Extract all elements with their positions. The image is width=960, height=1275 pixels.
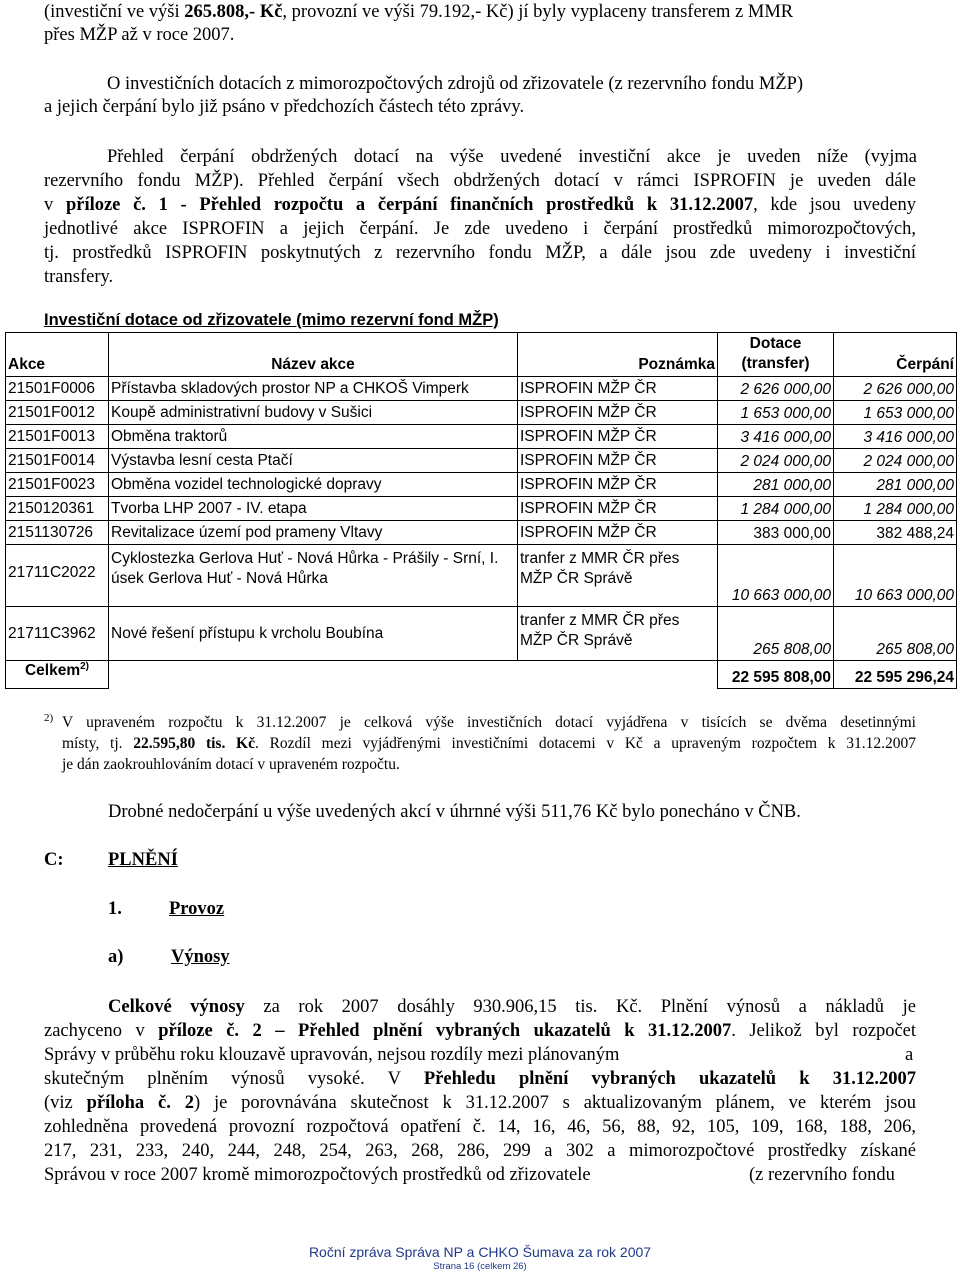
cell-poznamka: ISPROFIN MŽP ČR [518,497,718,521]
cell-dotace: 281 000,00 [718,473,834,497]
intro-line-1: (investiční ve výši 265.808,- Kč, provozní ve výši 79.192,- Kč) jí byly vyplaceny transferem z MMR [44,2,794,22]
vynosy-line-8: Správou v roce 2007 kromě mimorozpočtových prostředků od zřizovatele [44,1165,591,1185]
nedocerpani-text: Drobné nedočerpání u výše uvedených akcí v úhrnné výši 511,76 Kč bylo ponecháno v ČNB. [108,802,801,822]
cell-nazev: Revitalizace území pod prameny Vltavy [109,521,518,545]
subsection-title: Provoz [169,899,225,919]
cell-poznamka: tranfer z MMR ČR přes MŽP ČR Správě [518,545,718,607]
total-dotace: 22 595 808,00 [718,661,834,689]
vynosy-line-7: 217, 231, 233, 240, 244, 248, 254, 263, 268, 286, 299 a 302 a mimorozpočtové prostředky získané [44,1141,916,1161]
cell-dotace: 265 808,00 [718,607,834,661]
subsubsection-number: a) [108,947,124,967]
table-header-row [6,333,957,377]
footnote-marker: 2) [44,712,54,724]
total-cerpani: 22 595 296,24 [834,661,957,689]
cell-dotace: 2 626 000,00 [718,377,834,401]
cell-nazev: Výstavba lesní cesta Ptačí [109,449,518,473]
table-row [6,521,957,545]
vynosy-line-8-end: (z rezervního fondu [749,1165,895,1185]
footnote-line-2: místy, tj. 22.595,80 tis. Kč. Rozdíl mezi vyjádřenými investičními dotacemi v Kč a upraveným rozpočtem k 31.12.2007 [62,735,917,752]
vynosy-line-1: Celkové výnosy za rok 2007 dosáhly 930.906,15 tis. Kč. Plnění výnosů a nákladů je [108,997,916,1017]
cell-akce: 21501F0013 [6,425,109,449]
cell-nazev: Cyklostezka Gerlova Huť - Nová Hůrka - Prášily - Srní, I. úsek Gerlova Huť - Nová Hůrka [109,545,518,607]
para-mimorozpoctove-line-1: O investičních dotacích z mimorozpočtových zdrojů od zřizovatele (z rezervního fondu MŽP) [107,74,804,94]
cell-cerpani: 2 626 000,00 [834,377,957,401]
cell-nazev: Tvorba LHP 2007 - IV. etapa [109,497,518,521]
section-letter: C: [44,850,64,870]
cell-poznamka: ISPROFIN MŽP ČR [518,377,718,401]
header-dotace: Dotace (transfer) [718,333,834,377]
vynosy-line-3: Správy v průběhu roku klouzavě upravován, nejsou rozdíly mezi plánovaným [44,1045,620,1065]
cell-dotace: 1 284 000,00 [718,497,834,521]
table-row [6,473,957,497]
cell-cerpani: 3 416 000,00 [834,425,957,449]
para-prehled-line-5: tj. prostředků ISPROFIN poskytnutých z rezervního fondu MŽP, a dále jsou zde uvedeny i investiční [44,243,916,263]
table-row [6,607,957,661]
table-row [6,545,957,607]
intro-line-2: přes MŽP až v roce 2007. [44,25,235,45]
table-row [6,497,957,521]
cell-nazev: Obměna vozidel technologické dopravy [109,473,518,497]
footer-title: Roční zpráva Správa NP a CHKO Šumava za rok 2007 [308,1244,652,1260]
investment-table [5,332,957,689]
header-poznamka: Poznámka [518,333,718,377]
para-prehled-line-1: Přehled čerpání obdržených dotací na výše uvedené investiční akce je uveden níže (vyjma [107,147,917,167]
table-row [6,425,957,449]
cell-poznamka: ISPROFIN MŽP ČR [518,425,718,449]
cell-cerpani: 265 808,00 [834,607,957,661]
header-nazev: Název akce [109,333,518,377]
table-row [6,401,957,425]
section-title: PLNĚNÍ [108,850,178,870]
para-prehled-line-6: transfery. [44,267,114,287]
footnote-line-3: je dán zaokrouhlováním dotací v upraveném rozpočtu. [62,756,400,773]
cell-akce: 2150120361 [6,497,109,521]
cell-nazev: Koupě administrativní budovy v Sušici [109,401,518,425]
para-prehled-line-2: rezervního fondu MŽP). Přehled čerpání všech obdržených dotací v rámci ISPROFIN je uveden dále [44,171,916,191]
table-total-row [6,661,957,689]
cell-dotace: 383 000,00 [718,521,834,545]
vynosy-line-3-end: a [905,1045,914,1065]
cell-poznamka: tranfer z MMR ČR přes MŽP ČR Správě [518,607,718,661]
cell-akce: 21501F0014 [6,449,109,473]
cell-cerpani: 1 653 000,00 [834,401,957,425]
cell-poznamka: ISPROFIN MŽP ČR [518,473,718,497]
cell-dotace: 2 024 000,00 [718,449,834,473]
cell-dotace: 1 653 000,00 [718,401,834,425]
cell-nazev: Nové řešení přístupu k vrcholu Boubína [109,607,518,661]
para-prehled-line-4: jednotlivé akce ISPROFIN a jejich čerpání. Je zde uvedeno i čerpání prostředků mimorozpočtových, [44,219,916,239]
cell-cerpani: 382 488,24 [834,521,957,545]
cell-nazev: Obměna traktorů [109,425,518,449]
total-label: Celkem$^{2)}$ [6,661,109,689]
table-row [6,377,957,401]
vynosy-line-5: (viz příloha č. 2) je porovnávána skutečnost k 31.12.2007 s aktualizovaným plánem, ve kterém jsou [44,1093,916,1113]
cell-akce: 21711C3962 [6,607,109,661]
subsection-number: 1. [108,899,122,919]
cell-nazev: Přístavba skladových prostor NP a CHKOŠ Vimperk [109,377,518,401]
cell-poznamka: ISPROFIN MŽP ČR [518,449,718,473]
footnote-line-1: V upraveném rozpočtu k 31.12.2007 je celková výše investičních dotací vyjádřena v tisících se dvěma desetinnými [62,714,916,731]
cell-akce: 21501F0023 [6,473,109,497]
para-prehled-line-3: v příloze č. 1 - Přehled rozpočtu a čerpání finančních prostředků k 31.12.2007, kde jsou uvedeny [44,195,916,215]
total-empty [109,661,518,689]
cell-cerpani: 2 024 000,00 [834,449,957,473]
cell-akce: 21501F0006 [6,377,109,401]
cell-cerpani: 281 000,00 [834,473,957,497]
subsubsection-title: Výnosy [171,947,230,967]
header-akce: Akce [6,333,109,377]
cell-poznamka: ISPROFIN MŽP ČR [518,521,718,545]
footer-page-number: Strana 16 (celkem 26) [433,1261,527,1272]
vynosy-line-2: zachyceno v příloze č. 2 – Přehled plnění vybraných ukazatelů k 31.12.2007. Jelikož byl rozpočet [44,1021,917,1041]
table-title: Investiční dotace od zřizovatele (mimo rezervní fond MŽP) [44,311,499,329]
vynosy-line-4: skutečným plněním výnosů vysoké. V Přehledu plnění vybraných ukazatelů k 31.12.2007 [44,1069,916,1089]
table-row [6,449,957,473]
cell-dotace: 3 416 000,00 [718,425,834,449]
cell-poznamka: ISPROFIN MŽP ČR [518,401,718,425]
cell-akce: 21501F0012 [6,401,109,425]
total-empty [518,661,718,689]
header-cerpani: Čerpání [834,333,957,377]
cell-cerpani: 1 284 000,00 [834,497,957,521]
cell-akce: 21711C2022 [6,545,109,607]
cell-akce: 2151130726 [6,521,109,545]
vynosy-line-6: zohledněna provedená provozní rozpočtová opatření č. 14, 16, 46, 56, 88, 92, 105, 109, 168, 188, 206, [44,1117,916,1137]
cell-dotace: 10 663 000,00 [718,545,834,607]
cell-cerpani: 10 663 000,00 [834,545,957,607]
para-mimorozpoctove-line-2: a jejich čerpání bylo již psáno v předchozích částech této zprávy. [44,97,525,117]
